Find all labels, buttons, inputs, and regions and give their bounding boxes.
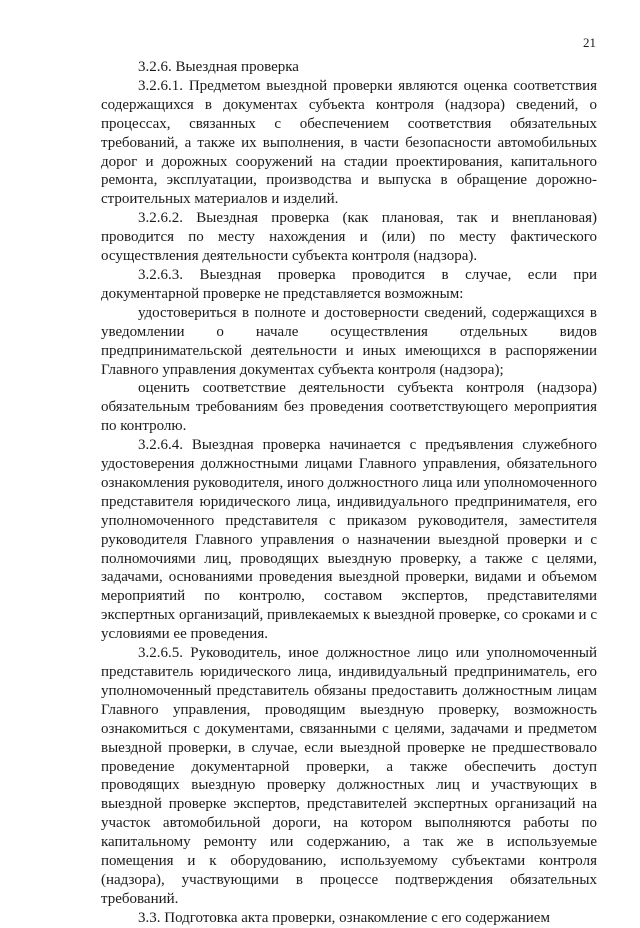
paragraph-3-2-6-3: 3.2.6.3. Выездная проверка проводится в случае, если при документарной проверке не представляется возможным: <box>101 266 597 302</box>
paragraph-assess-compliance: оценить соответствие деятельности субъекта контроля (надзора) обязательным требованиям без проведения соответствующего мероприятия по контролю. <box>101 380 597 435</box>
paragraph-verify-completeness: удостовериться в полноте и достоверности сведений, содержащихся в уведомлении о начале осуществления отдельных видов предпринимательской деятельности и иных имеющихся в распоряжении Главного управления документах субъекта контроля (надзора); <box>101 304 597 378</box>
paragraph-3-2-6-5: 3.2.6.5. Руководитель, иное должностное лицо или уполномоченный представитель юридического лица, индивидуальный предприниматель, его уполномоченный представитель обязаны предоставить должностным лицам Главного управления, проводящим выездную проверку, возможность ознакомиться с документами, связанными с целями, задачами и предметом выездной проверки, в случае, если выездной проверке не предшествовало проведение документарной проверки, а также обеспечить доступ проводящих выездную проверку должностных лиц и участвующих в выездной проверке экспертов, представителей экспертных организаций на участок автомобильной дороги, на котором выполняются работы по капитальному ремонту или содержанию, а так же в используемые помещения и к оборудованию, используемому субъектами контроля (надзора), участвующими в процессе подтверждения обязательных требований. <box>101 645 597 907</box>
document-body <box>101 58 597 928</box>
paragraph-3-2-6-4: 3.2.6.4. Выездная проверка начинается с предъявления служебного удостоверения должностными лицами Главного управления, обязательного ознакомления руководителя, иного должностного лица или уполномоченного представителя юридического лица, индивидуального предпринимателя, его уполномоченного представителя с приказом руководителя, заместителя руководителя Главного управления о назначении выездной проверки и с полномочиями лиц, проводящих выездную проверку, а также с целями, задачами, основаниями проведения выездной проверки, видами и объемом мероприятий по контролю, составом экспертов, представителями экспертных организаций, привлекаемых к выездной проверке, со сроками и с условиями ее проведения. <box>101 437 597 643</box>
paragraph-3-3-heading: 3.3. Подготовка акта проверки, ознакомление с его содержанием <box>138 909 550 926</box>
page-number: 21 <box>583 35 596 50</box>
paragraph-3-2-6-1: 3.2.6.1. Предметом выездной проверки являются оценка соответствия содержащихся в документах субъекта контроля (надзора) сведений, о процессах, связанных с обеспечением соответствия обязательных требований, а также их выполнения, в части безопасности автомобильных дорог и дорожных сооружений на стадии проектирования, капитального ремонта, эксплуатации, производства и выпуска в обращение дорожно-строительных материалов и изделий. <box>101 77 597 208</box>
paragraph-3-2-6-2: 3.2.6.2. Выездная проверка (как плановая, так и внеплановая) проводится по месту нахождения и (или) по месту фактического осуществления деятельности субъекта контроля (надзора). <box>101 210 597 265</box>
section-heading: 3.2.6. Выездная проверка <box>138 59 299 75</box>
